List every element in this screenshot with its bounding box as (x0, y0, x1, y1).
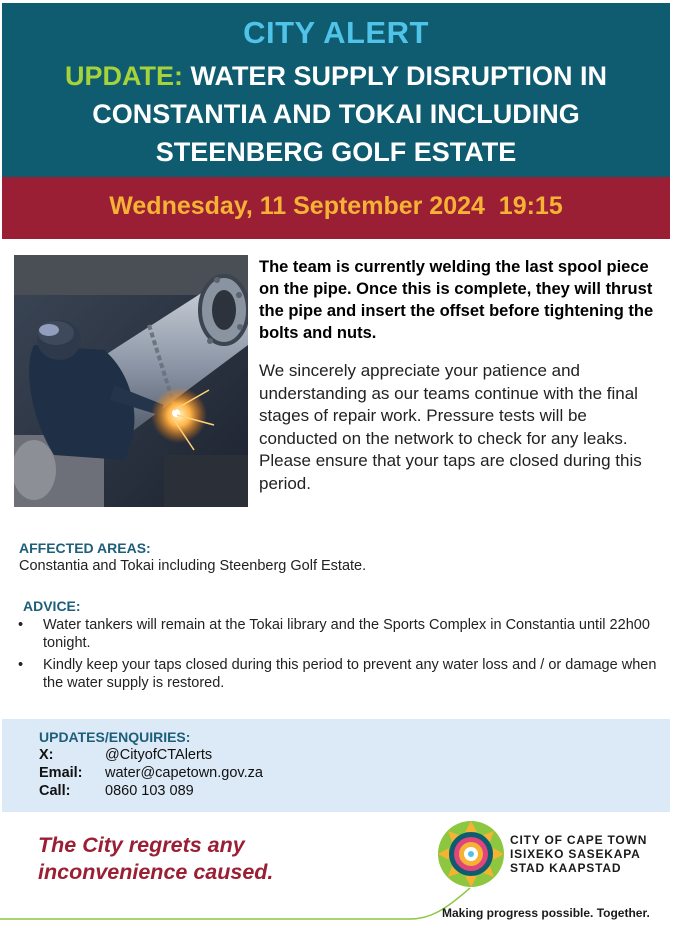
alert-title (2, 57, 670, 171)
x-label: X: (39, 747, 54, 763)
phone-number[interactable]: 0860 103 089 (105, 783, 194, 799)
bullet-icon: • (18, 617, 24, 633)
welding-photo (14, 255, 248, 507)
alert-header (2, 3, 670, 177)
intro-plain-paragraph: We sincerely appreciate your patience and understanding as our teams continue with the final stages of repair work. Pressure tests will be conducted on the network to check for any leaks. Please ensure that your taps are closed during this period. (259, 361, 642, 493)
welding-photo-illustration (14, 255, 248, 507)
email-contact-row (39, 764, 670, 782)
intro-bold-paragraph: The team is currently welding the last spool piece on the pipe. Once this is complete, they will thrust the pipe and insert the offset before tightening the bolts and nuts. (259, 258, 654, 342)
updates-heading: UPDATES/ENQUIRIES: (39, 729, 191, 745)
advice-section (18, 598, 663, 696)
advice-item (18, 616, 663, 652)
advice-heading: ADVICE: (23, 598, 81, 614)
affected-areas-heading: AFFECTED AREAS: (19, 540, 151, 556)
intro-text (259, 256, 663, 495)
call-label: Call: (39, 783, 71, 799)
advice-item (18, 656, 663, 692)
city-alert-label: CITY ALERT (243, 15, 429, 50)
email-address[interactable]: water@capetown.gov.za (105, 765, 263, 781)
affected-areas-text: Constantia and Tokai including Steenberg Golf Estate. (19, 558, 367, 574)
city-logo-icon (436, 819, 506, 889)
call-contact-row (39, 782, 670, 800)
date-band (2, 177, 670, 239)
logo-line-afrikaans: STAD KAAPSTAD (510, 861, 622, 875)
updates-enquiries-box (2, 719, 670, 812)
advice-list (18, 616, 663, 692)
advice-item-text: Water tankers will remain at the Tokai library and the Sports Complex in Constantia until 22h00 tonight. (43, 617, 650, 651)
alert-title-text: WATER SUPPLY DISRUPTION IN CONSTANTIA AND TOKAI INCLUDING STEENBERG GOLF ESTATE (92, 61, 608, 167)
date-time: Wednesday, 11 September 2024 19:15 (109, 192, 563, 220)
email-label: Email: (39, 765, 83, 781)
bullet-icon: • (18, 657, 24, 673)
logo-line-xhosa: ISIXEKO SASEKAPA (510, 847, 641, 861)
logo-line-english: CITY OF CAPE TOWN (510, 833, 648, 847)
city-logo-text (510, 833, 647, 875)
regret-message: The City regrets any inconvenience caused. (38, 833, 274, 884)
x-contact-row (39, 746, 670, 764)
x-handle[interactable]: @CityofCTAlerts (105, 747, 213, 763)
advice-item-text: Kindly keep your taps closed during this period to prevent any water loss and / or damage when the water supply is restored. (43, 657, 657, 691)
update-label: UPDATE: (64, 61, 183, 91)
affected-areas-section (19, 540, 659, 574)
tagline: Making progress possible. Together. (442, 906, 650, 920)
